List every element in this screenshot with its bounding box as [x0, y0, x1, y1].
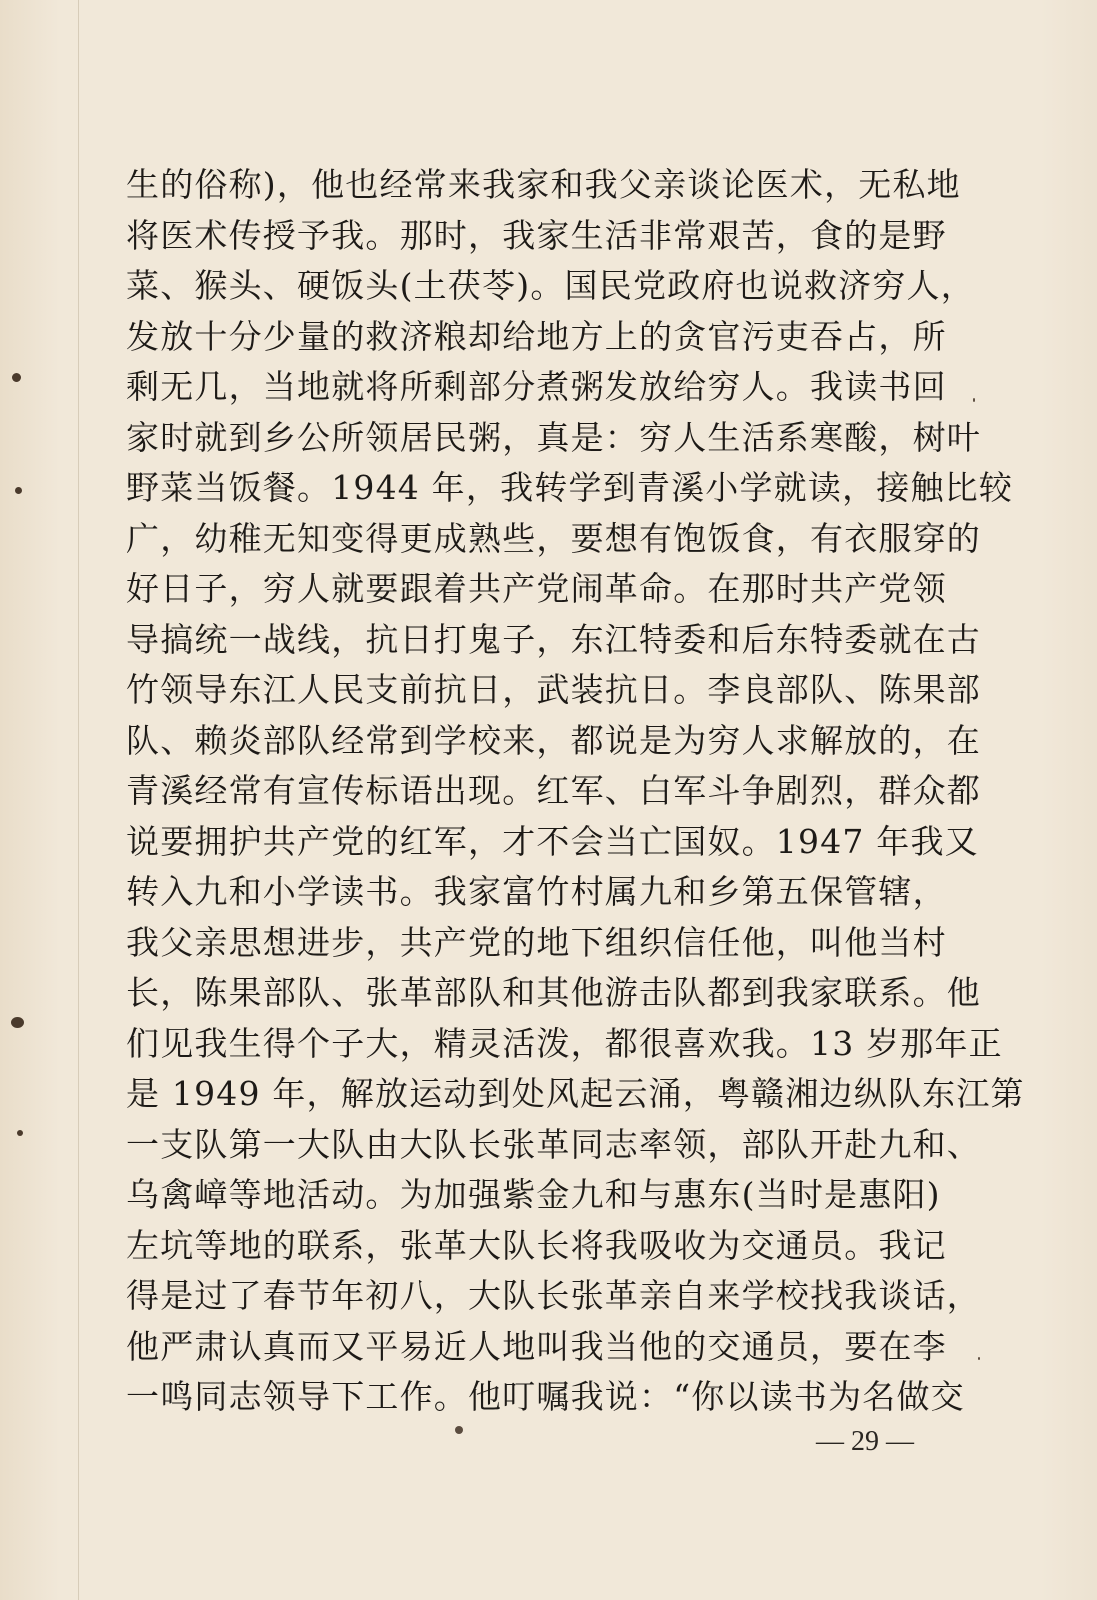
ink-speck — [455, 1426, 463, 1434]
binding-hole — [17, 1130, 23, 1136]
page-number: — 29 — — [816, 1426, 914, 1457]
text-line: 导搞统一战线，抗日打鬼子，东江特委和后东特委就在古 — [126, 619, 981, 659]
text-line: 左坑等地的联系，张革大队长将我吸收为交通员。我记 — [126, 1225, 947, 1265]
text-line: 菜、猴头、硬饭头(土茯苓)。国民党政府也说救济穷人， — [126, 266, 975, 305]
text-line: 广，幼稚无知变得更成熟些，要想有饱饭食，有衣服穿的 — [126, 518, 981, 558]
text-line: 们见我生得个子大，精灵活泼，都很喜欢我。13 岁那年正 — [126, 1023, 1003, 1063]
text-line: 剩无几，当地就将所剩部分煮粥发放给穷人。我读书回 — [126, 367, 947, 406]
text-line: 生的俗称)，他也经常来我家和我父亲谈论医术，无私地 — [126, 165, 961, 204]
text-line: 是 1949 年，解放运动到处风起云涌，粤赣湘边纵队东江第 — [126, 1074, 1025, 1113]
text-line: 他严肃认真而又平易近人地叫我当他的交通员，要在李 — [126, 1326, 947, 1366]
text-line: 野菜当饭餐。1944 年，我转学到青溪小学就读，接触比较 — [126, 468, 1014, 507]
text-line: 我父亲思想进步，共产党的地下组织信任他，叫他当村 — [126, 922, 947, 962]
text-line: 说要拥护共产党的红军，才不会当亡国奴。1947 年我又 — [126, 821, 979, 861]
text-line: 转入九和小学读书。我家富竹村属九和乡第五保管辖， — [126, 872, 947, 911]
text-line: 好日子，穷人就要跟着共产党闹革命。在那时共产党领 — [126, 569, 947, 608]
text-line: 青溪经常有宣传标语出现。红军、白军斗争剧烈，群众都 — [126, 771, 981, 810]
text-line: 将医术传授予我。那时，我家生活非常艰苦，食的是野 — [126, 215, 947, 255]
text-line: 发放十分少量的救济粮却给地方上的贪官污吏吞占，所 — [126, 316, 947, 356]
binding-hole — [15, 487, 22, 494]
body-text — [126, 160, 1025, 1423]
binding-hole — [12, 373, 21, 382]
text-line: 队、赖炎部队经常到学校来，都说是为穷人求解放的，在 — [126, 720, 981, 760]
text-line: 一鸣同志领导下工作。他叮嘱我说：“你以读书为名做交 — [126, 1377, 965, 1416]
text-line: 得是过了春节年初八，大队长张革亲自来学校找我谈话， — [126, 1276, 981, 1315]
text-line: 长，陈果部队、张革部队和其他游击队都到我家联系。他 — [126, 973, 981, 1012]
text-line: 乌禽嶂等地活动。为加强紫金九和与惠东(当时是惠阳) — [126, 1175, 941, 1214]
text-line: 家时就到乡公所领居民粥，真是：穷人生活系寒酸，树叶 — [126, 417, 981, 457]
text-line: 竹领导东江人民支前抗日，武装抗日。李良部队、陈果部 — [126, 670, 981, 709]
text-line: 一支队第一大队由大队长张革同志率领，部队开赴九和、 — [126, 1124, 981, 1164]
binding-hole — [11, 1017, 24, 1028]
binding-edge — [78, 0, 79, 1600]
